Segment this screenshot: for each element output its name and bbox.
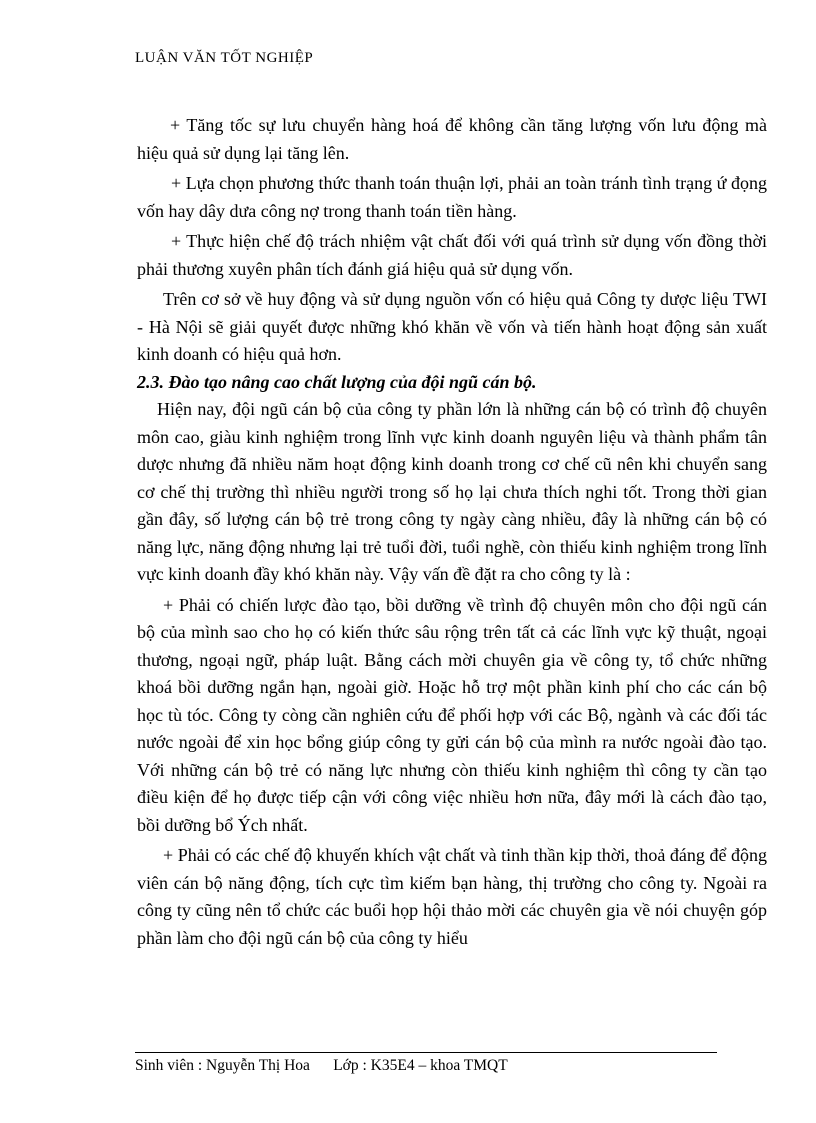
body-text [137,112,767,952]
paragraph-bullet-2: + Lựa chọn phương thức thanh toán thuận lợi, phải an toàn tránh tình trạng ứ đọng vốn hay dây dưa công nợ trong thanh toán tiền hàng. [137,173,767,221]
paragraph-bullet-5: + Phải có các chế độ khuyến khích vật chất và tinh thần kịp thời, thoả đáng để động viên cán bộ năng động, tích cực tìm kiếm bạn hàng, thị trường cho công ty. Ngoài ra công ty cũng nên tổ chức các buổi họp hội thảo mời các chuyên gia về nói chuyện góp phần làm cho đội ngũ cán bộ của công ty hiểu [137,845,767,948]
footer-student: Sinh viên : Nguyễn Thị Hoa [135,1057,310,1074]
footer [135,1057,508,1075]
running-header: LUẬN VĂN TỐT NGHIỆP [135,50,314,66]
paragraph-bullet-3: + Thực hiện chế độ trách nhiệm vật chất đối với quá trình sử dụng vốn đồng thời phải thương xuyên phân tích đánh giá hiệu quả sử dụng vốn. [137,231,767,279]
paragraph-summary: Trên cơ sở về huy động và sử dụng nguồn vốn có hiệu quả Công ty dược liệu TWI - Hà Nội sẽ giải quyết được những khó khăn về vốn và tiến hành hoạt động sản xuất kinh doanh có hiệu quả hơn. [137,289,767,364]
footer-divider [135,1052,717,1053]
footer-class: Lớp : K35E4 – khoa TMQT [333,1057,508,1074]
section-heading: 2.3. Đào tạo nâng cao chất lượng của đội ngũ cán bộ. [137,371,537,392]
paragraph-bullet-4: + Phải có chiến lược đào tạo, bồi dưỡng về trình độ chuyên môn cho đội ngũ cán bộ của mình sao cho họ có kiến thức sâu rộng trên tất cả các lĩnh vực kỹ thuật, ngoại thương, ngoại ngữ, pháp luật. Bằng cách mời chuyên gia về công ty, tổ chức những khoá bồi dưỡng ngắn hạn, ngoài giờ. Hoặc hỗ trợ một phần kinh phí cho các cán bộ học tù tóc. Công ty còng cần nghiên cứu để phối hợp với các Bộ, ngành và các đối tác nước ngoài để xin học bổng giúp công ty gửi cán bộ của mình ra nước ngoài đào tạo. Với những cán bộ trẻ có năng lực nhưng còn thiếu kinh nghiệm thì công ty cần tạo điều kiện để họ được tiếp cận với công việc nhiều hơn nữa, đây mới là cách đào tạo, bồi dưỡng bổ Ých nhất. [137,594,767,835]
paragraph-bullet-1: + Tăng tốc sự lưu chuyển hàng hoá để không cần tăng lượng vốn lưu động mà hiệu quả sử dụng lại tăng lên. [137,115,767,163]
paragraph-intro: Hiện nay, đội ngũ cán bộ của công ty phần lớn là những cán bộ có trình độ chuyên môn cao, giàu kinh nghiệm trong lĩnh vực kinh doanh nguyên liệu và thành phẩm tân dược nhưng đã nhiều năm hoạt động kinh doanh trong cơ chế cũ nên khi chuyển sang cơ chế thị trường thì nhiều người trong số họ lại chưa thích nghi tốt. Trong thời gian gần đây, số lượng cán bộ trẻ trong công ty ngày càng nhiều, đây là những cán bộ có năng lực, năng động nhưng lại trẻ tuổi đời, tuổi nghề, còn thiếu kinh nghiệm trong lĩnh vực kinh doanh đầy khó khăn này. Vậy vấn đề đặt ra cho công ty là : [137,399,767,584]
